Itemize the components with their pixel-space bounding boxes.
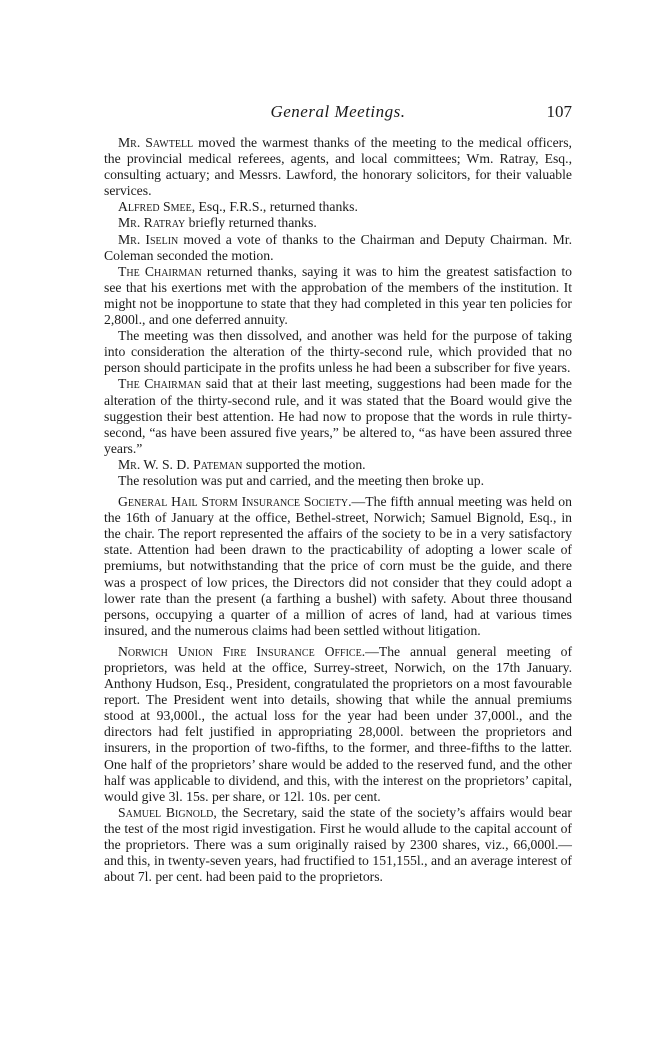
body-text bbox=[104, 135, 572, 885]
paragraph-text: moved the warmest thanks of the meeting to the medical officers, the provincial medical referees, agents, and local committees; Wm. Ratray, Esq., consulting actuary; and Messrs. Lawford, the honorary solicitors, for their valuable services. bbox=[104, 135, 572, 199]
speaker-name: Mr. Iselin bbox=[118, 231, 179, 247]
paragraph bbox=[104, 457, 572, 473]
speaker-name: Mr. Sawtell bbox=[118, 135, 194, 150]
paragraph-text: supported the motion. bbox=[242, 456, 366, 472]
paragraph-text: briefly returned thanks. bbox=[185, 215, 317, 231]
speaker-name: Mr. W. S. D. Pateman bbox=[118, 456, 243, 472]
paragraph bbox=[104, 494, 572, 639]
paragraph bbox=[104, 376, 572, 456]
paragraph-text: The resolution was put and carried, and the meeting then broke up. bbox=[118, 472, 485, 488]
paragraph bbox=[104, 328, 572, 376]
paragraph-text: The meeting was then dissolved, and another was held for the purpose of taking into consideration the alteration of the thirty-second rule, which provided that no person should participate in the profits unless he had been a subscriber for five years. bbox=[104, 328, 572, 376]
paragraph bbox=[104, 199, 572, 215]
paragraph bbox=[104, 805, 572, 885]
speaker-name: The Chairman bbox=[118, 376, 202, 392]
paragraph-text: returned thanks, saying it was to him the greatest satisfaction to see that his exertions met with the approbation of the members of the institution. It might not be inopportune to state that they had completed in this year ten policies for 2,800l., and one deferred annuity. bbox=[104, 263, 572, 328]
paragraph-text: , the Secretary, said the state of the society’s affairs would bear the test of the most rigid investigation. First he would allude to the capital account of the proprietors. There was a sum originally raised by 2300 shares, viz., 66,000l.—and this, in twenty-seven years, had fructified to 151,155l., and an average interest of about 7l. per cent. had been paid to the proprietors. bbox=[104, 804, 572, 885]
paragraph-text: said that at their last meeting, suggestions had been made for the alteration of the thirty-second rule, and it was stated that the Board would give the suggestion their best attention. He had now to propose that the words in rule thirty-second, “as have been assured five years,” be altered to, “as have been assured three years.” bbox=[104, 376, 572, 456]
paragraph bbox=[104, 135, 572, 199]
speaker-name: Samuel Bignold bbox=[118, 804, 214, 820]
speaker-name: Alfred Smee bbox=[118, 199, 192, 215]
paragraph bbox=[104, 215, 572, 231]
speaker-name: Norwich Union Fire Insurance Office. bbox=[118, 643, 366, 659]
speaker-name: The Chairman bbox=[118, 263, 202, 279]
paragraph-text: —The annual general meeting of proprietors, was held at the office, Surrey-street, Norwich, on the 17th January. Anthony Hudson, Esq., President, congratulated the proprietors on a most favourable report. The President went into details, showing that while the annual premiums stood at 93,000l., the actual loss for the year had been under 37,000l., and the directors had felt justified in appropriating 28,000l. between the proprietors and insurers, in the proportion of two-fifths, to the former, and three-fifths to the latter. One half of the proprietors’ share would be added to the reserved fund, and the other half was applicable to dividend, and this, with the interest on the proprietors’ capital, would give 3l. 15s. per share, or 12l. 10s. per cent. bbox=[104, 643, 573, 804]
running-head bbox=[104, 102, 572, 122]
paragraph bbox=[104, 473, 572, 489]
running-title: General Meetings. bbox=[270, 102, 406, 121]
page-number: 107 bbox=[546, 102, 572, 121]
paragraph-text: moved a vote of thanks to the Chairman and Deputy Chairman. Mr. Coleman seconded the motion. bbox=[104, 231, 572, 263]
speaker-name: General Hail Storm Insurance Society. bbox=[118, 494, 352, 510]
paragraph bbox=[104, 264, 572, 328]
speaker-name: Mr. Ratray bbox=[118, 215, 186, 231]
paragraph bbox=[104, 644, 572, 805]
paragraph-text: , Esq., F.R.S., returned thanks. bbox=[191, 199, 358, 215]
paragraph-text: —The fifth annual meeting was held on the 16th of January at the office, Bethel-street, Norwich; Samuel Bignold, Esq., in the chair. The report represented the affairs of the society to be in a very satisfactory state. Attention had been drawn to the practicability of adopting a lower scale of premiums, but notwithstanding that the price of corn must be the guide, and there was a prospect of low prices, the Directors did not consider that they could adopt a lower rate than the present (a farthing a bushel) with safety. About three thousand persons, occupying a quarter of a million of acres of land, had at various times insured, and the numerous claims had been settled without litigation. bbox=[104, 494, 572, 638]
paragraph bbox=[104, 232, 572, 264]
